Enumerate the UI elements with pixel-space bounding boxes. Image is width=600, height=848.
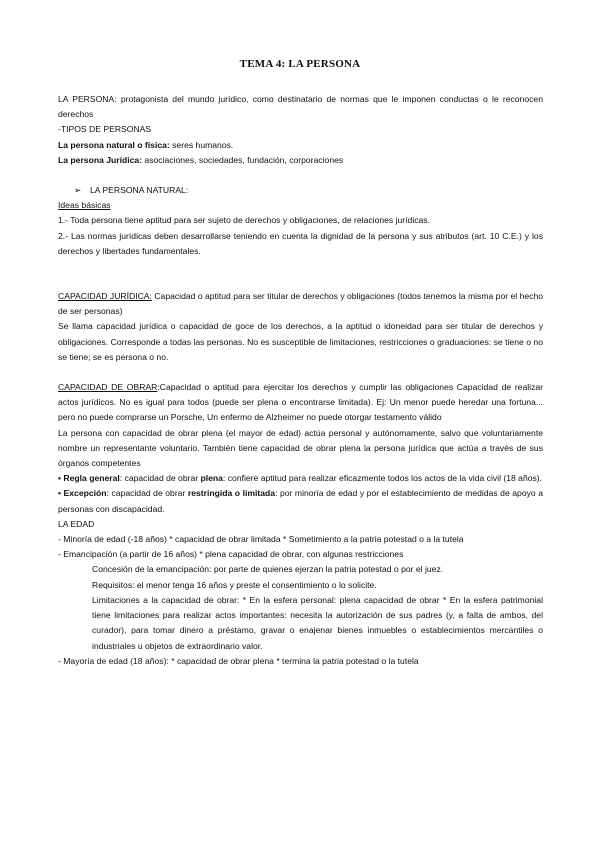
page-title: TEMA 4: LA PERSONA: [239, 58, 361, 70]
persona-juridica-text: asociaciones, sociedades, fundación, corporaciones: [142, 154, 344, 165]
persona-juridica-label: La persona Jurídica:: [58, 154, 143, 165]
document-body: [58, 92, 543, 669]
capacidad-obrar-para2: La persona con capacidad de obrar plena (el mayor de edad) actúa personal y autónomamente, salvo que voluntariamente nombre un representante voluntario. También tiene capacidad de obrar plena la persona jurídica que actúa a través de sus órganos competentes: [58, 427, 543, 469]
regla-general-label: Regla general: [63, 473, 120, 484]
ideas-basicas-heading: Ideas básicas: [58, 200, 111, 211]
limitaciones-item: Limitaciones a la capacidad de obrar: * En la esfera personal: plena capacidad de obrar * En la esfera patrimonial tiene limitaciones para realizar actos importantes: necesita la autorización de sus padres (y, a falta de ambos, del curador), para tomar dinero a préstamo, gravar o enajenar bienes inmuebles o establecimientos mercantiles o industriales u objetos de extraordinario valor.: [92, 594, 543, 651]
emancipacion-item: - Emancipación (a partir de 16 años) * plena capacidad de obrar, con algunas restricciones: [58, 549, 404, 560]
capacidad-obrar-label: CAPACIDAD DE OBRAR: [58, 382, 158, 393]
excepcion-text: : por minoría de edad y por el establecimiento de medidas de apoyo a personas con discapacidad.: [58, 488, 543, 514]
persona-natural-line: [58, 138, 543, 153]
regla-general-text: : confiere aptitud para realizar eficazmente todos los actos de la vida civil (18 años).: [222, 473, 543, 484]
excepcion-item: [58, 486, 543, 516]
capacidad-juridica-text: Capacidad o aptitud para ser titular de derechos y obligaciones (todos tenemos la misma por el hecho de ser personas): [58, 291, 544, 317]
capacidad-juridica-label: CAPACIDAD JURÍDICA:: [58, 291, 152, 302]
persona-juridica-line: [58, 153, 543, 168]
concesion-item: Concesión de la emancipación: por parte de quienes ejerzan la patria potestad o por el juez.: [92, 564, 444, 575]
regla-bullet: •: [58, 473, 64, 484]
persona-natural-heading-text: LA PERSONA NATURAL:: [90, 185, 189, 196]
requisitos-item: Requisitos: el menor tenga 16 años y preste el consentimiento o lo solicite.: [92, 579, 377, 590]
la-edad-heading: LA EDAD: [58, 518, 95, 529]
minoria-edad-item: - Minoría de edad (-18 años) * capacidad de obrar limitada * Sometimiento a la patria potestad o a la tutela: [58, 534, 464, 545]
tipos-heading: -TIPOS DE PERSONAS: [58, 124, 152, 135]
excepcion-mid: : capacidad de obrar: [106, 488, 188, 499]
excepcion-bold: restringida o limitada: [187, 488, 276, 499]
capacidad-juridica-para2: Se llama capacidad jurídica o capacidad de goce de los derechos, a la aptitud o idoneidad para ser titular de derechos y obligaciones. Corresponde a todas las personas. No es susceptible de limitaciones, restricciones o graduaciones: se tiene o no se tiene; se es persona o no.: [58, 321, 543, 362]
capacidad-obrar-para: [58, 380, 543, 426]
mayoria-edad-item: - Mayoría de edad (18 años): * capacidad de obrar plena * termina la patria potestad o la tutela: [58, 655, 419, 666]
excepcion-bullet: •: [58, 488, 64, 499]
arrow-bullet-icon: ➢: [74, 185, 82, 196]
persona-definition: LA PERSONA: protagonista del mundo jurídico, como destinatario de normas que le imponen conductas o le reconocen derechos: [58, 94, 543, 120]
idea-1: 1.- Toda persona tiene aptitud para ser sujeto de derechos y obligaciones, de relaciones jurídicas.: [58, 215, 430, 226]
excepcion-label: Excepción: [63, 488, 107, 499]
idea-2: 2.- Las normas jurídicas deben desarrollarse teniendo en cuenta la dignidad de la persona y sus atributos (art. 10 C.E.) y los derechos y libertades fundamentales.: [58, 230, 543, 256]
capacidad-juridica-para: [58, 289, 543, 319]
persona-natural-text: seres humanos.: [169, 139, 234, 150]
persona-natural-heading: [58, 183, 543, 198]
regla-general-item: [58, 471, 543, 486]
regla-general-bold: plena: [200, 473, 223, 484]
persona-natural-label: La persona natural o física:: [58, 139, 170, 150]
regla-general-mid: : capacidad de obrar: [119, 473, 201, 484]
capacidad-obrar-text: :Capacidad o aptitud para ejercitar los derechos y cumplir las obligaciones Capacidad de realizar actos jurídicos. No es igual para todos (puede ser plena o encontrarse limitada). Ej: Un menor puede heredar una fortuna... pero no puede comprarse un Porsche, Un enfermo de Alzheimer no puede otorgar testamento válido: [58, 382, 544, 423]
